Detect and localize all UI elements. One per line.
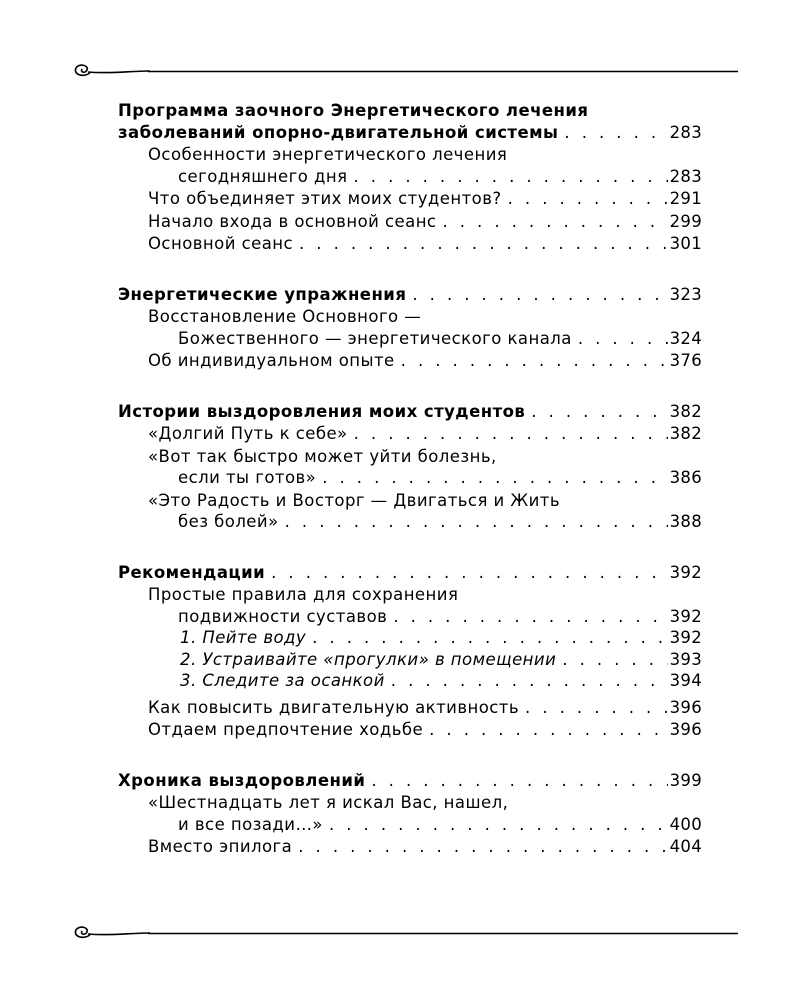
swirl-ornament-icon: [70, 60, 740, 84]
entry-last-line: [148, 719, 702, 741]
table-of-contents: [118, 100, 702, 858]
entry-last-line: [148, 211, 702, 233]
page-number: 388: [669, 512, 702, 531]
top-decorative-rule: [70, 60, 740, 84]
entry-title-line: Простые правила для сохранения: [148, 585, 459, 604]
page-number: 392: [669, 562, 702, 582]
entry-last-line: [180, 670, 702, 692]
entry-last-line: [118, 122, 702, 144]
entry-title-line: Восстановление Основного —: [148, 307, 422, 326]
entry-title-line: Рекомендации: [118, 562, 266, 582]
entry-title-line: заболеваний опорно-двигательной системы: [118, 122, 559, 142]
page-number: 283: [669, 122, 702, 142]
page-number: 386: [669, 468, 702, 487]
toc-subentry[interactable]: [118, 233, 702, 255]
page-number: 392: [669, 628, 702, 647]
entry-title-line: 1. Пейте воду: [180, 628, 307, 647]
toc-chapter-entry[interactable]: [118, 100, 702, 143]
entry-last-line: [148, 836, 702, 858]
entry-title-line: Хроника выздоровлений: [118, 770, 366, 790]
entry-title-line: Как повысить двигательную активность: [148, 697, 520, 717]
toc-subentry[interactable]: [118, 144, 702, 187]
toc-chapter-entry[interactable]: [118, 284, 702, 306]
page-number: 324: [669, 328, 702, 348]
toc-subentry[interactable]: [118, 423, 702, 445]
entry-last-line: [148, 606, 702, 628]
toc-subentry[interactable]: [118, 490, 702, 533]
dot-leader: [298, 836, 667, 858]
dot-leader: [508, 188, 668, 210]
dot-leader: [562, 649, 667, 671]
entry-title-line: без болей»: [178, 512, 279, 531]
entry-title-line: 2. Устраивайте «прогулки» в помещении: [180, 649, 557, 669]
entry-last-line: [118, 401, 702, 423]
toc-section: [118, 100, 702, 255]
page-number: 323: [669, 284, 702, 304]
page-number: 393: [669, 649, 702, 669]
dot-leader: [391, 670, 668, 692]
page-number: 396: [669, 697, 702, 717]
entry-title-line: Начало входа в основной сеанс: [148, 211, 437, 231]
dot-leader: [312, 627, 667, 649]
page-number: 399: [669, 770, 702, 790]
page-number: 283: [669, 166, 702, 186]
entry-last-line: [180, 627, 702, 649]
dot-leader: [285, 511, 668, 533]
toc-chapter-entry[interactable]: [118, 770, 702, 792]
page-number: 404: [669, 837, 702, 856]
dot-leader: [322, 467, 667, 489]
dot-leader: [353, 166, 667, 188]
page-number: 382: [669, 401, 702, 421]
entry-last-line: [148, 511, 702, 533]
entry-title-line: и все позади…»: [178, 814, 323, 834]
entry-title-line: если ты готов»: [178, 468, 317, 487]
toc-subentry[interactable]: [118, 649, 702, 671]
entry-last-line: [148, 233, 702, 255]
toc-subentry[interactable]: [118, 306, 702, 349]
entry-title-line: Программа заочного Энергетического лечения: [118, 101, 589, 120]
entry-title-line: Энергетические упражнения: [118, 284, 407, 304]
dot-leader: [354, 423, 668, 445]
dot-leader: [401, 350, 668, 372]
toc-chapter-entry[interactable]: [118, 562, 702, 584]
entry-title-line: Истории выздоровления моих студентов: [118, 401, 526, 421]
toc-subentry[interactable]: [118, 627, 702, 649]
entry-title-line: Особенности энергетического лечения: [148, 145, 508, 164]
page-number: 400: [669, 814, 702, 834]
toc-subentry[interactable]: [118, 670, 702, 692]
dot-leader: [531, 401, 667, 423]
dot-leader: [442, 211, 667, 233]
entry-last-line: [148, 423, 702, 445]
toc-subentry[interactable]: [118, 836, 702, 858]
entry-last-line: [148, 814, 702, 836]
entry-last-line: [118, 562, 702, 584]
entry-last-line: [148, 697, 702, 719]
entry-title-line: Об индивидуальном опыте: [148, 351, 395, 370]
dot-leader: [299, 233, 668, 255]
page-number: 299: [669, 211, 702, 231]
entry-last-line: [148, 188, 702, 210]
toc-subentry[interactable]: [118, 719, 702, 741]
entry-title-line: Что объединяет этих моих студентов?: [148, 189, 502, 208]
dot-leader: [578, 328, 668, 350]
entry-last-line: [148, 166, 702, 188]
entry-title-line: 3. Следите за осанкой: [180, 671, 385, 690]
toc-section: [118, 284, 702, 372]
entry-title-line: «Шестнадцать лет я искал Вас, нашел,: [148, 793, 509, 812]
page-number: 301: [669, 234, 702, 253]
dot-leader: [271, 562, 667, 584]
entry-last-line: [148, 350, 702, 372]
entry-last-line: [148, 467, 702, 489]
toc-subentry[interactable]: [118, 446, 702, 489]
bottom-decorative-rule: [70, 922, 740, 946]
entry-last-line: [118, 770, 702, 792]
page-number: 394: [669, 671, 702, 690]
dot-leader: [525, 697, 668, 719]
toc-section: [118, 770, 702, 858]
entry-last-line: [148, 328, 702, 350]
toc-subentry[interactable]: [118, 188, 702, 210]
toc-section: [118, 562, 702, 741]
entry-title-line: Вместо эпилога: [148, 837, 293, 856]
dot-leader: [371, 770, 667, 792]
toc-section: [118, 401, 702, 533]
dot-leader: [393, 606, 667, 628]
entry-title-line: Божественного — энергетического канала: [178, 328, 572, 348]
entry-title-line: Основной сеанс: [148, 234, 294, 253]
dot-leader: [429, 719, 667, 741]
entry-title-line: «Это Радость и Восторг — Двигаться и Жить: [148, 490, 561, 510]
page-number: 376: [669, 351, 702, 370]
entry-title-line: «Вот так быстро может уйти болезнь,: [148, 446, 497, 466]
entry-title-line: «Долгий Путь к себе»: [148, 424, 348, 443]
entry-last-line: [180, 649, 702, 671]
toc-subentry[interactable]: [118, 697, 702, 719]
toc-subentry[interactable]: [118, 792, 702, 835]
page-number: 396: [669, 720, 702, 739]
dot-leader: [412, 284, 667, 306]
entry-title-line: подвижности суставов: [178, 606, 388, 626]
entry-title-line: Отдаем предпочтение ходьбе: [148, 720, 424, 739]
entry-title-line: сегодняшнего дня: [178, 166, 348, 186]
dot-leader: [329, 814, 668, 836]
toc-subentry[interactable]: [118, 211, 702, 233]
page-number: 392: [669, 606, 702, 626]
page-number: 291: [669, 189, 702, 208]
swirl-ornament-icon: [70, 922, 740, 946]
toc-chapter-entry[interactable]: [118, 401, 702, 423]
toc-subentry[interactable]: [118, 584, 702, 627]
toc-subentry[interactable]: [118, 350, 702, 372]
dot-leader: [564, 122, 667, 144]
entry-last-line: [118, 284, 702, 306]
page-number: 382: [669, 424, 702, 443]
